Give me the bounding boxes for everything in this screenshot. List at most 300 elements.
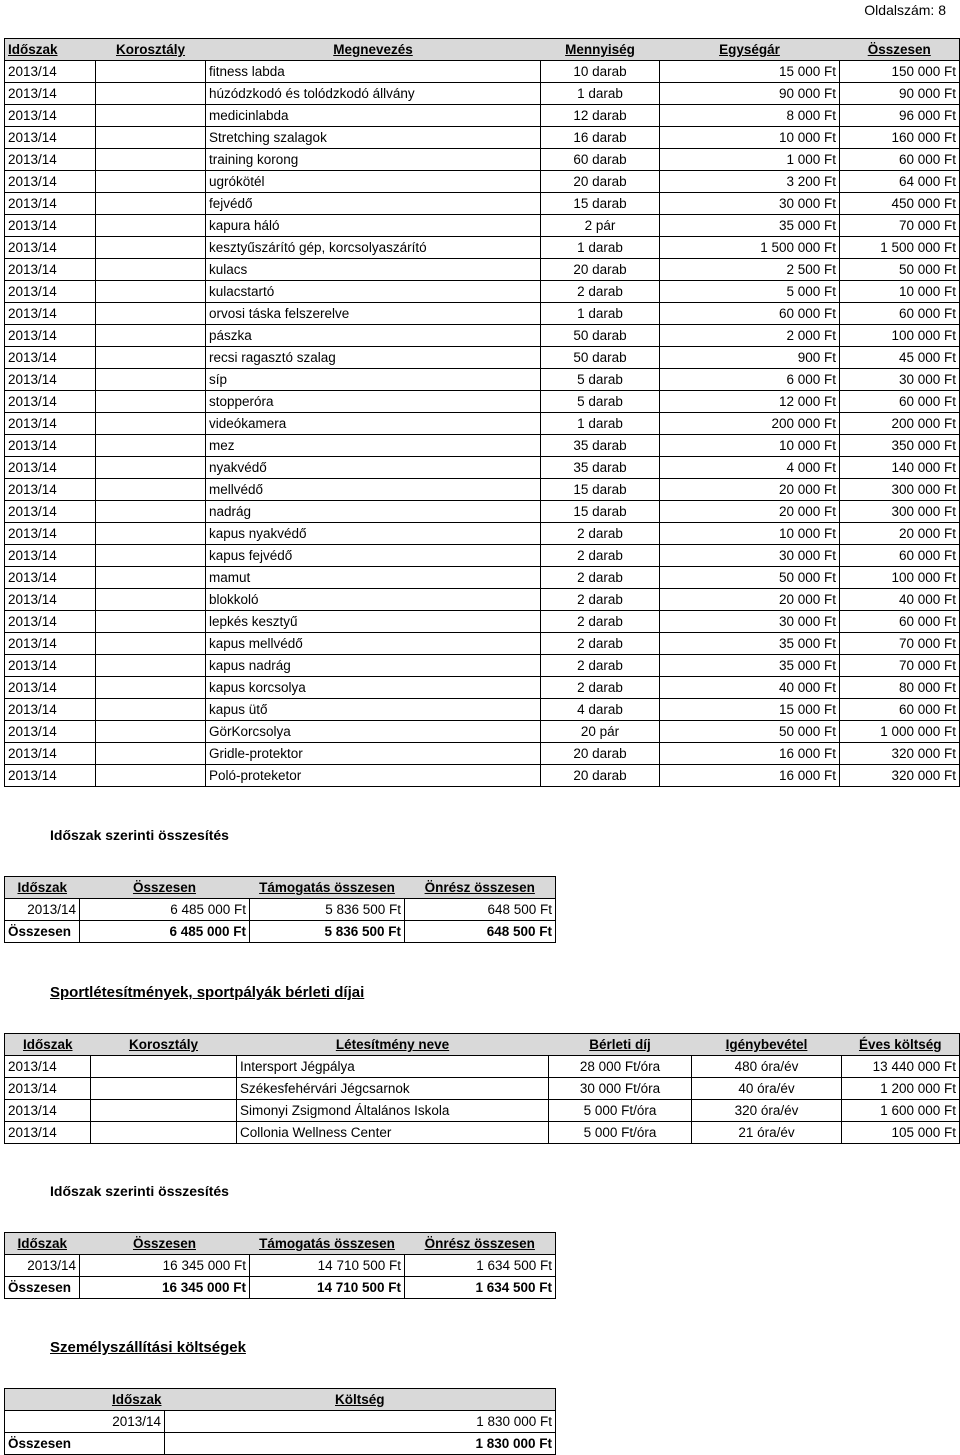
cell-megnevezes: kulacstartó [206, 281, 541, 303]
fac-header-berleti-dij: Bérleti díj [549, 1034, 692, 1056]
cell-mennyiseg: 2 darab [541, 281, 660, 303]
cell-korosztaly [96, 677, 206, 699]
cell-korosztaly [91, 1122, 237, 1144]
table-row [5, 677, 960, 699]
cell-megnevezes: orvosi táska felszerelve [206, 303, 541, 325]
cell-mennyiseg: 35 darab [541, 457, 660, 479]
cell-idoszak: 2013/14 [5, 83, 96, 105]
cell-korosztaly [96, 413, 206, 435]
cell-megnevezes: ugrókötél [206, 171, 541, 193]
cell-korosztaly [96, 303, 206, 325]
cell-megnevezes: kapus ütő [206, 699, 541, 721]
cell-osszesen: 50 000 Ft [840, 259, 960, 281]
table-row [5, 721, 960, 743]
cell-megnevezes: pászka [206, 325, 541, 347]
cell-mennyiseg: 20 darab [541, 743, 660, 765]
cell-megnevezes: Gridle-protektor [206, 743, 541, 765]
cell-korosztaly [96, 347, 206, 369]
table-row [5, 1411, 556, 1433]
cell-korosztaly [96, 655, 206, 677]
cell-megnevezes: kapus nadrág [206, 655, 541, 677]
sum1-total-cell: 648 500 Ft [405, 921, 556, 943]
cell-egysegar: 50 000 Ft [660, 721, 840, 743]
cell-mennyiseg: 1 darab [541, 413, 660, 435]
cell-osszesen: 60 000 Ft [840, 699, 960, 721]
sum2-header-tamogatas: Támogatás összesen [250, 1233, 405, 1255]
cell-korosztaly [96, 325, 206, 347]
table-row [5, 149, 960, 171]
cell-berleti-dij: 5 000 Ft/óra [549, 1100, 692, 1122]
cell-megnevezes: kulacs [206, 259, 541, 281]
cell-osszesen: 96 000 Ft [840, 105, 960, 127]
cell-osszesen: 64 000 Ft [840, 171, 960, 193]
table-row [5, 611, 960, 633]
trans-total-cell: 1 830 000 Ft [165, 1433, 556, 1455]
cell-korosztaly [96, 457, 206, 479]
cell-osszesen: 70 000 Ft [840, 215, 960, 237]
table-row [5, 347, 960, 369]
cell-mennyiseg: 2 pár [541, 215, 660, 237]
table-row [5, 1122, 960, 1144]
cell-berleti-dij: 30 000 Ft/óra [549, 1078, 692, 1100]
cell-osszesen: 300 000 Ft [840, 501, 960, 523]
cell-megnevezes: kapus fejvédő [206, 545, 541, 567]
cell-osszesen: 60 000 Ft [840, 545, 960, 567]
cell-mennyiseg: 20 darab [541, 171, 660, 193]
cell-idoszak: 2013/14 [5, 171, 96, 193]
cell-megnevezes: fitness labda [206, 61, 541, 83]
cell-megnevezes: blokkoló [206, 589, 541, 611]
cell-idoszak: 2013/14 [5, 611, 96, 633]
cell-mennyiseg: 2 darab [541, 567, 660, 589]
cell-megnevezes: kapura háló [206, 215, 541, 237]
cell-berleti-dij: 28 000 Ft/óra [549, 1056, 692, 1078]
sum2-total-cell: 16 345 000 Ft [80, 1277, 250, 1299]
cell-egysegar: 15 000 Ft [660, 699, 840, 721]
cell-egysegar: 90 000 Ft [660, 83, 840, 105]
cell-mennyiseg: 5 darab [541, 391, 660, 413]
cell-idoszak: 2013/14 [5, 347, 96, 369]
cell-egysegar: 2 000 Ft [660, 325, 840, 347]
cell-megnevezes: nyakvédő [206, 457, 541, 479]
table-row [5, 765, 960, 787]
cell-egysegar: 6 000 Ft [660, 369, 840, 391]
cell-mennyiseg: 1 darab [541, 237, 660, 259]
cell-korosztaly [96, 237, 206, 259]
cell-egysegar: 1 000 Ft [660, 149, 840, 171]
cell-idoszak: 2013/14 [5, 303, 96, 325]
sum2-cell: 14 710 500 Ft [250, 1255, 405, 1277]
cell-korosztaly [91, 1100, 237, 1122]
cell-egysegar: 3 200 Ft [660, 171, 840, 193]
cell-mennyiseg: 20 pár [541, 721, 660, 743]
trans-cell: 2013/14 [5, 1411, 165, 1433]
cell-megnevezes: húzódzkodó és tolódzkodó állvány [206, 83, 541, 105]
table-row [5, 523, 960, 545]
cell-egysegar: 35 000 Ft [660, 655, 840, 677]
cell-korosztaly [91, 1056, 237, 1078]
cell-megnevezes: training korong [206, 149, 541, 171]
cell-egysegar: 30 000 Ft [660, 611, 840, 633]
cell-megnevezes: Stretching szalagok [206, 127, 541, 149]
cell-korosztaly [96, 633, 206, 655]
cell-osszesen: 30 000 Ft [840, 369, 960, 391]
cell-idoszak: 2013/14 [5, 479, 96, 501]
cell-korosztaly [96, 589, 206, 611]
cell-idoszak: 2013/14 [5, 545, 96, 567]
cell-osszesen: 140 000 Ft [840, 457, 960, 479]
table-row [5, 589, 960, 611]
trans-header-koltseg: Költség [165, 1389, 556, 1411]
sum2-header-idoszak: Időszak [5, 1233, 80, 1255]
cell-egysegar: 15 000 Ft [660, 61, 840, 83]
cell-idoszak: 2013/14 [5, 325, 96, 347]
cell-egysegar: 900 Ft [660, 347, 840, 369]
table-row [5, 699, 960, 721]
table-row [5, 1056, 960, 1078]
cell-idoszak: 2013/14 [5, 105, 96, 127]
cell-egysegar: 2 500 Ft [660, 259, 840, 281]
summary1-title: Időszak szerinti összesítés [50, 827, 229, 843]
cell-megnevezes: mez [206, 435, 541, 457]
cell-megnevezes: lepkés kesztyű [206, 611, 541, 633]
table-row [5, 215, 960, 237]
cell-korosztaly [96, 765, 206, 787]
cell-megnevezes: mamut [206, 567, 541, 589]
cell-idoszak: 2013/14 [5, 721, 96, 743]
col-header-mennyiseg: Mennyiség [541, 39, 660, 61]
sum2-total-cell: 1 634 500 Ft [405, 1277, 556, 1299]
cell-mennyiseg: 15 darab [541, 193, 660, 215]
cell-osszesen: 60 000 Ft [840, 149, 960, 171]
cell-mennyiseg: 1 darab [541, 303, 660, 325]
cell-megnevezes: kapus nyakvédő [206, 523, 541, 545]
sum2-cell: 16 345 000 Ft [80, 1255, 250, 1277]
cell-megnevezes: kesztyűszárító gép, korcsolyaszárító [206, 237, 541, 259]
cell-idoszak: 2013/14 [5, 215, 96, 237]
cell-idoszak: 2013/14 [5, 369, 96, 391]
cell-osszesen: 60 000 Ft [840, 303, 960, 325]
cell-mennyiseg: 1 darab [541, 83, 660, 105]
table-row [5, 633, 960, 655]
cell-korosztaly [91, 1078, 237, 1100]
table-row [5, 899, 556, 921]
cell-osszesen: 1 500 000 Ft [840, 237, 960, 259]
cell-igenybevetel: 480 óra/év [692, 1056, 842, 1078]
cell-korosztaly [96, 743, 206, 765]
cell-igenybevetel: 40 óra/év [692, 1078, 842, 1100]
cell-idoszak: 2013/14 [5, 1056, 91, 1078]
cell-osszesen: 100 000 Ft [840, 325, 960, 347]
cell-idoszak: 2013/14 [5, 413, 96, 435]
cell-korosztaly [96, 523, 206, 545]
col-header-osszesen: Összesen [840, 39, 960, 61]
cell-egysegar: 4 000 Ft [660, 457, 840, 479]
cell-idoszak: 2013/14 [5, 699, 96, 721]
cell-korosztaly [96, 501, 206, 523]
cell-mennyiseg: 15 darab [541, 479, 660, 501]
cell-korosztaly [96, 193, 206, 215]
sum1-header-osszesen: Összesen [80, 877, 250, 899]
cell-letesitmeny: Collonia Wellness Center [237, 1122, 549, 1144]
cell-eves-koltseg: 13 440 000 Ft [842, 1056, 960, 1078]
col-header-megnevezes: Megnevezés [206, 39, 541, 61]
cell-osszesen: 1 000 000 Ft [840, 721, 960, 743]
table-row [5, 743, 960, 765]
trans-header-idoszak: Időszak [5, 1389, 165, 1411]
cell-osszesen: 320 000 Ft [840, 743, 960, 765]
cell-megnevezes: síp [206, 369, 541, 391]
cell-egysegar: 12 000 Ft [660, 391, 840, 413]
cell-korosztaly [96, 215, 206, 237]
table-row [5, 105, 960, 127]
cell-egysegar: 1 500 000 Ft [660, 237, 840, 259]
col-header-korosztaly: Korosztály [96, 39, 206, 61]
cell-egysegar: 8 000 Ft [660, 105, 840, 127]
cell-mennyiseg: 10 darab [541, 61, 660, 83]
total-row [5, 1277, 556, 1299]
transport-table [4, 1388, 556, 1455]
cell-egysegar: 30 000 Ft [660, 193, 840, 215]
cell-korosztaly [96, 479, 206, 501]
cell-mennyiseg: 50 darab [541, 347, 660, 369]
cell-megnevezes: nadrág [206, 501, 541, 523]
cell-idoszak: 2013/14 [5, 589, 96, 611]
table-row [5, 303, 960, 325]
sum1-total-cell: 6 485 000 Ft [80, 921, 250, 943]
cell-osszesen: 70 000 Ft [840, 633, 960, 655]
cell-eves-koltseg: 1 600 000 Ft [842, 1100, 960, 1122]
cell-berleti-dij: 5 000 Ft/óra [549, 1122, 692, 1144]
cell-mennyiseg: 16 darab [541, 127, 660, 149]
cell-egysegar: 16 000 Ft [660, 743, 840, 765]
cell-idoszak: 2013/14 [5, 1122, 91, 1144]
table-row [5, 1255, 556, 1277]
cell-mennyiseg: 4 darab [541, 699, 660, 721]
cell-idoszak: 2013/14 [5, 457, 96, 479]
cell-idoszak: 2013/14 [5, 127, 96, 149]
cell-idoszak: 2013/14 [5, 391, 96, 413]
table-row [5, 457, 960, 479]
cell-korosztaly [96, 721, 206, 743]
cell-mennyiseg: 50 darab [541, 325, 660, 347]
transport-title: Személyszállítási költségek [50, 1339, 246, 1356]
table-row [5, 545, 960, 567]
cell-idoszak: 2013/14 [5, 237, 96, 259]
col-header-idoszak: Időszak [5, 39, 96, 61]
cell-mennyiseg: 5 darab [541, 369, 660, 391]
sum1-total-label: Összesen [5, 921, 80, 943]
cell-idoszak: 2013/14 [5, 61, 96, 83]
cell-mennyiseg: 15 darab [541, 501, 660, 523]
cell-osszesen: 160 000 Ft [840, 127, 960, 149]
cell-megnevezes: videókamera [206, 413, 541, 435]
fac-header-eves-koltseg: Éves költség [842, 1034, 960, 1056]
cell-mennyiseg: 2 darab [541, 655, 660, 677]
cell-osszesen: 10 000 Ft [840, 281, 960, 303]
cell-osszesen: 90 000 Ft [840, 83, 960, 105]
table-row [5, 655, 960, 677]
facilities-title: Sportlétesítmények, sportpályák bérleti díjai [50, 984, 365, 1001]
cell-idoszak: 2013/14 [5, 193, 96, 215]
cell-eves-koltseg: 1 200 000 Ft [842, 1078, 960, 1100]
cell-mennyiseg: 2 darab [541, 611, 660, 633]
cell-mennyiseg: 2 darab [541, 677, 660, 699]
cell-korosztaly [96, 61, 206, 83]
cell-osszesen: 300 000 Ft [840, 479, 960, 501]
cell-egysegar: 20 000 Ft [660, 589, 840, 611]
cell-osszesen: 20 000 Ft [840, 523, 960, 545]
cell-egysegar: 40 000 Ft [660, 677, 840, 699]
trans-cell: 1 830 000 Ft [165, 1411, 556, 1433]
cell-letesitmeny: Intersport Jégpálya [237, 1056, 549, 1078]
sum2-header-osszesen: Összesen [80, 1233, 250, 1255]
cell-megnevezes: stopperóra [206, 391, 541, 413]
cell-mennyiseg: 35 darab [541, 435, 660, 457]
page-number: Oldalszám: 8 [864, 2, 946, 18]
cell-osszesen: 45 000 Ft [840, 347, 960, 369]
summary2-table [4, 1232, 556, 1299]
sum1-header-tamogatas: Támogatás összesen [250, 877, 405, 899]
cell-egysegar: 30 000 Ft [660, 545, 840, 567]
fac-header-letesitmeny: Létesítmény neve [237, 1034, 549, 1056]
cell-korosztaly [96, 699, 206, 721]
sum2-total-label: Összesen [5, 1277, 80, 1299]
cell-osszesen: 350 000 Ft [840, 435, 960, 457]
cell-egysegar: 35 000 Ft [660, 215, 840, 237]
cell-osszesen: 450 000 Ft [840, 193, 960, 215]
fac-header-idoszak: Időszak [5, 1034, 91, 1056]
cell-mennyiseg: 20 darab [541, 259, 660, 281]
cell-megnevezes: GörKorcsolya [206, 721, 541, 743]
table-row [5, 435, 960, 457]
sum2-total-cell: 14 710 500 Ft [250, 1277, 405, 1299]
table-row [5, 369, 960, 391]
sum1-cell: 2013/14 [5, 899, 80, 921]
cell-idoszak: 2013/14 [5, 765, 96, 787]
cell-mennyiseg: 2 darab [541, 589, 660, 611]
cell-mennyiseg: 60 darab [541, 149, 660, 171]
cell-korosztaly [96, 391, 206, 413]
cell-idoszak: 2013/14 [5, 567, 96, 589]
cell-megnevezes: mellvédő [206, 479, 541, 501]
cell-egysegar: 10 000 Ft [660, 435, 840, 457]
table-row [5, 61, 960, 83]
table-row [5, 237, 960, 259]
cell-megnevezes: fejvédő [206, 193, 541, 215]
cell-letesitmeny: Simonyi Zsigmond Általános Iskola [237, 1100, 549, 1122]
table-row [5, 259, 960, 281]
cell-korosztaly [96, 171, 206, 193]
table-row [5, 281, 960, 303]
sum1-header-idoszak: Időszak [5, 877, 80, 899]
cell-megnevezes: recsi ragasztó szalag [206, 347, 541, 369]
cell-megnevezes: kapus mellvédő [206, 633, 541, 655]
cell-idoszak: 2013/14 [5, 1078, 91, 1100]
cell-korosztaly [96, 259, 206, 281]
sum2-header-onresz: Önrész összesen [405, 1233, 556, 1255]
total-row [5, 1433, 556, 1455]
summary1-table [4, 876, 556, 943]
sum2-cell: 1 634 500 Ft [405, 1255, 556, 1277]
table-row [5, 413, 960, 435]
sum1-header-onresz: Önrész összesen [405, 877, 556, 899]
cell-korosztaly [96, 105, 206, 127]
total-row [5, 921, 556, 943]
cell-mennyiseg: 20 darab [541, 765, 660, 787]
table-row [5, 1078, 960, 1100]
cell-korosztaly [96, 83, 206, 105]
cell-mennyiseg: 2 darab [541, 633, 660, 655]
cell-korosztaly [96, 281, 206, 303]
cell-korosztaly [96, 435, 206, 457]
sum1-cell: 648 500 Ft [405, 899, 556, 921]
cell-idoszak: 2013/14 [5, 655, 96, 677]
cell-egysegar: 20 000 Ft [660, 501, 840, 523]
cell-egysegar: 10 000 Ft [660, 127, 840, 149]
table-row [5, 83, 960, 105]
cell-egysegar: 200 000 Ft [660, 413, 840, 435]
table-row [5, 325, 960, 347]
cell-megnevezes: kapus korcsolya [206, 677, 541, 699]
fac-header-igenybevetel: Igénybevétel [692, 1034, 842, 1056]
cell-egysegar: 20 000 Ft [660, 479, 840, 501]
cell-mennyiseg: 2 darab [541, 545, 660, 567]
cell-korosztaly [96, 369, 206, 391]
cell-igenybevetel: 21 óra/év [692, 1122, 842, 1144]
cell-idoszak: 2013/14 [5, 501, 96, 523]
cell-osszesen: 40 000 Ft [840, 589, 960, 611]
table-row [5, 479, 960, 501]
cell-osszesen: 80 000 Ft [840, 677, 960, 699]
cell-letesitmeny: Székesfehérvári Jégcsarnok [237, 1078, 549, 1100]
col-header-egysegar: Egységár [660, 39, 840, 61]
cell-egysegar: 10 000 Ft [660, 523, 840, 545]
cell-eves-koltseg: 105 000 Ft [842, 1122, 960, 1144]
cell-idoszak: 2013/14 [5, 149, 96, 171]
sum1-cell: 5 836 500 Ft [250, 899, 405, 921]
cell-korosztaly [96, 545, 206, 567]
table-row [5, 391, 960, 413]
table-row [5, 1100, 960, 1122]
cell-idoszak: 2013/14 [5, 435, 96, 457]
cell-idoszak: 2013/14 [5, 743, 96, 765]
table-row [5, 567, 960, 589]
cell-egysegar: 16 000 Ft [660, 765, 840, 787]
table-row [5, 171, 960, 193]
table-row [5, 127, 960, 149]
table-row [5, 501, 960, 523]
cell-korosztaly [96, 611, 206, 633]
cell-idoszak: 2013/14 [5, 633, 96, 655]
sum2-cell: 2013/14 [5, 1255, 80, 1277]
cell-idoszak: 2013/14 [5, 677, 96, 699]
cell-korosztaly [96, 149, 206, 171]
equipment-table [4, 38, 960, 787]
cell-osszesen: 320 000 Ft [840, 765, 960, 787]
cell-korosztaly [96, 567, 206, 589]
cell-osszesen: 70 000 Ft [840, 655, 960, 677]
cell-egysegar: 50 000 Ft [660, 567, 840, 589]
sum1-cell: 6 485 000 Ft [80, 899, 250, 921]
cell-mennyiseg: 2 darab [541, 523, 660, 545]
table-row [5, 193, 960, 215]
cell-egysegar: 60 000 Ft [660, 303, 840, 325]
cell-idoszak: 2013/14 [5, 281, 96, 303]
facilities-table [4, 1033, 960, 1144]
cell-idoszak: 2013/14 [5, 259, 96, 281]
cell-korosztaly [96, 127, 206, 149]
